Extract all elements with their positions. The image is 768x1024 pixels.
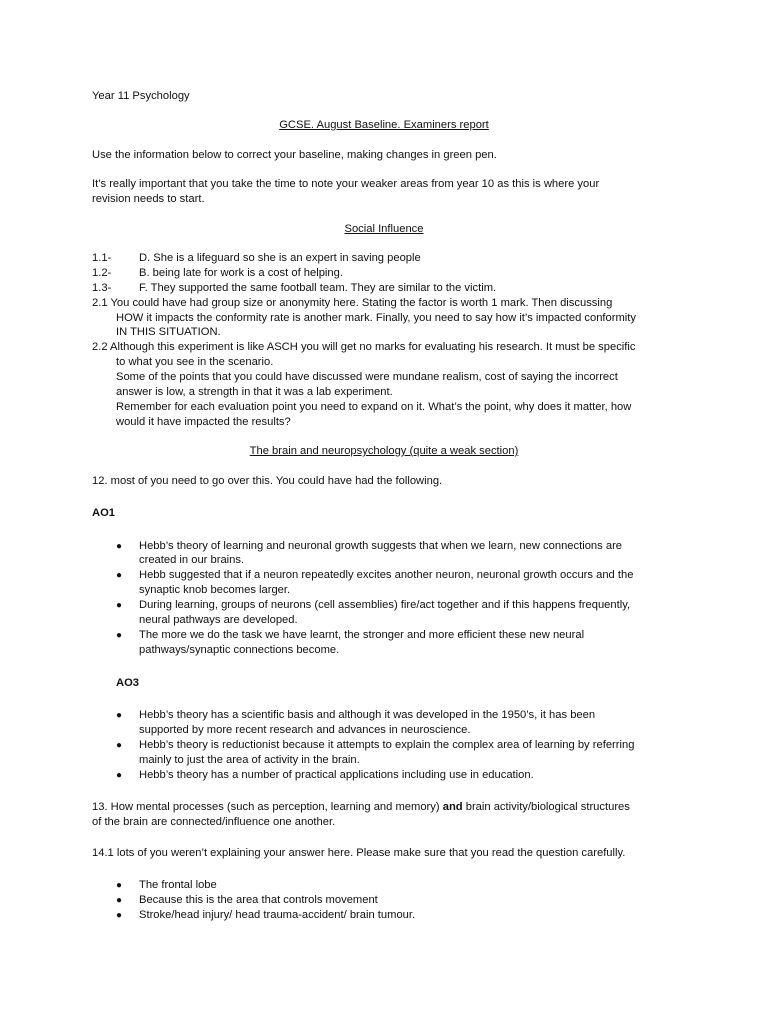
- ao1-bullet-line: The more we do the task we have learnt, the stronger and more efficient these new neural: [139, 629, 585, 641]
- ao1-label: AO1: [92, 507, 116, 519]
- q22-line-4: answer is low, a strength in that it was a lab experiment.: [116, 386, 393, 398]
- bullet-icon: ●: [116, 541, 123, 552]
- ao3-bullet-line: supported by more recent research and advances in neuroscience.: [139, 724, 471, 736]
- q141-text: 14.1 lots of you weren’t explaining your answer here. Please make sure that you read the question carefully.: [92, 847, 626, 859]
- answer-text: D. She is a lifeguard so she is an expert in saving people: [139, 252, 421, 264]
- answer-number: 1.2-: [92, 267, 112, 279]
- q22-line-2: to what you see in the scenario.: [116, 356, 274, 368]
- intro-line: Use the information below to correct your baseline, making changes in green pen.: [92, 149, 497, 161]
- q141-bullet: Because this is the area that controls movement: [139, 894, 378, 906]
- q21-line-3: IN THIS SITUATION.: [116, 326, 221, 338]
- q12-text: 12. most of you need to go over this. You could have had the following.: [92, 475, 443, 487]
- document-title: GCSE. August Baseline. Examiners report: [279, 119, 489, 131]
- q13-bold-and: and: [442, 801, 463, 813]
- ao3-bullet-line: mainly to just the area of activity in the brain.: [139, 754, 360, 766]
- answer-text: B. being late for work is a cost of helping.: [139, 267, 343, 279]
- q141-bullet: Stroke/head injury/ head trauma-accident/ brain tumour.: [139, 909, 416, 921]
- ao3-label: AO3: [116, 677, 140, 689]
- q141-bullet: The frontal lobe: [139, 879, 217, 891]
- ao1-bullet-line: During learning, groups of neurons (cell assemblies) fire/act together and if this happens frequently,: [139, 599, 631, 611]
- answer-number: 1.1-: [92, 252, 112, 264]
- bullet-icon: ●: [116, 910, 123, 921]
- bullet-icon: ●: [116, 600, 123, 611]
- bullet-icon: ●: [116, 710, 123, 721]
- ao3-bullet-line: Hebb’s theory has a scientific basis and although it was developed in the 1950’s, it has been: [139, 709, 596, 721]
- answer-number: 1.3-: [92, 282, 112, 294]
- q21-line-2: HOW it impacts the conformity rate is another mark. Finally, you need to say how it’s impacted conformity: [116, 312, 636, 324]
- q22-line-3: Some of the points that you could have discussed were mundane realism, cost of saying the incorrect: [116, 371, 618, 383]
- intro-paragraph-line-1: It’s really important that you take the time to note your weaker areas from year 10 as this is where your: [92, 178, 600, 190]
- bullet-icon: ●: [116, 630, 123, 641]
- bullet-icon: ●: [116, 895, 123, 906]
- bullet-icon: ●: [116, 770, 123, 781]
- q21-line-1: 2.1 You could have had group size or anonymity here. Stating the factor is worth 1 mark. Then discussing: [92, 297, 613, 309]
- ao1-bullet-line: created in our brains.: [139, 554, 245, 566]
- bullet-icon: ●: [116, 570, 123, 581]
- year-title: Year 11 Psychology: [92, 90, 190, 102]
- ao1-bullet-line: synaptic knob becomes larger.: [139, 584, 291, 596]
- ao1-bullet-line: pathways/synaptic connections become.: [139, 644, 340, 656]
- q22-line-1: 2.2 Although this experiment is like ASCH you will get no marks for evaluating his research. It must be specific: [92, 341, 636, 353]
- q13-line-2: of the brain are connected/influence one another.: [92, 816, 336, 828]
- q13-line-1: [92, 800, 630, 815]
- q22-line-5: Remember for each evaluation point you need to expand on it. What’s the point, why does it matter, how: [116, 401, 632, 413]
- q22-line-6: would it have impacted the results?: [116, 416, 291, 428]
- q13-text: brain activity/biological structures: [462, 801, 630, 813]
- ao1-bullet-line: Hebb’s theory of learning and neuronal growth suggests that when we learn, new connections are: [139, 540, 623, 552]
- q13-text: 13. How mental processes (such as perception, learning and memory): [92, 801, 443, 813]
- bullet-icon: ●: [116, 740, 123, 751]
- ao3-bullet-line: Hebb’s theory has a number of practical applications including use in education.: [139, 769, 534, 781]
- brain-section-heading: The brain and neuropsychology (quite a weak section): [249, 445, 519, 457]
- bullet-icon: ●: [116, 880, 123, 891]
- intro-paragraph-line-2: revision needs to start.: [92, 193, 205, 205]
- social-influence-heading: Social Influence: [344, 223, 424, 235]
- ao1-bullet-line: neural pathways are developed.: [139, 614, 298, 626]
- ao1-bullet-line: Hebb suggested that if a neuron repeatedly excites another neuron, neuronal growth occurs and the: [139, 569, 634, 581]
- ao3-bullet-line: Hebb’s theory is reductionist because it attempts to explain the complex area of learning by referring: [139, 739, 635, 751]
- answer-text: F. They supported the same football team. They are similar to the victim.: [139, 282, 497, 294]
